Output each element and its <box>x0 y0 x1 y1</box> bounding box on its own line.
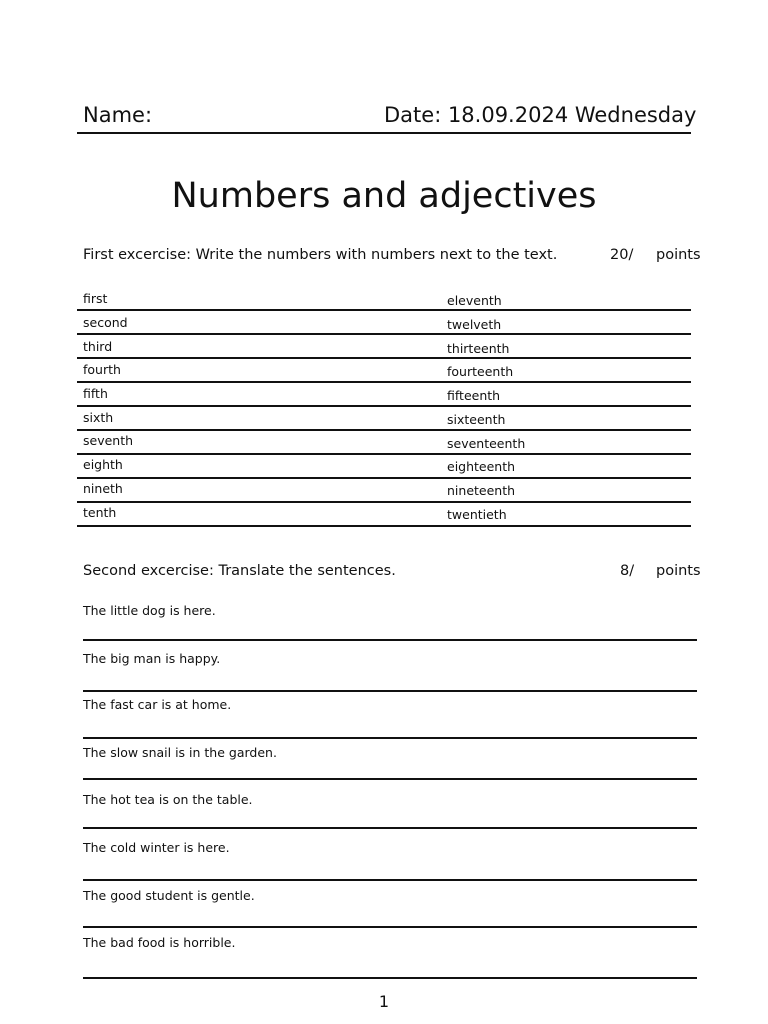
sentence-to-translate: The hot tea is on the table. <box>83 792 253 807</box>
ordinal-word: seventh <box>83 433 134 448</box>
answer-line <box>77 453 691 455</box>
ordinal-word: eleventh <box>447 293 502 308</box>
ordinal-word: eighteenth <box>447 459 516 474</box>
sentence-to-translate: The little dog is here. <box>83 603 216 618</box>
translation-line <box>83 737 697 739</box>
translation-line <box>83 690 697 692</box>
ordinal-word: thirteenth <box>447 341 510 356</box>
ordinal-word: twentieth <box>447 507 507 522</box>
date-label: Date: 18.09.2024 Wednesday <box>384 103 697 127</box>
ordinal-word: nineth <box>83 481 123 496</box>
exercise2-points-label: points <box>656 563 701 579</box>
ordinal-word: sixteenth <box>447 412 506 427</box>
ordinal-word: nineteenth <box>447 483 516 498</box>
sentence-to-translate: The fast car is at home. <box>83 697 232 712</box>
sentence-to-translate: The good student is gentle. <box>83 888 255 903</box>
answer-line <box>77 429 691 431</box>
ordinal-word: tenth <box>83 505 117 520</box>
ordinal-word: fifth <box>83 386 108 401</box>
sentence-to-translate: The bad food is horrible. <box>83 935 236 950</box>
answer-line <box>77 477 691 479</box>
exercise1-points-label: points <box>656 247 701 263</box>
translation-line <box>83 639 697 641</box>
answer-line <box>77 357 691 359</box>
answer-line <box>77 525 691 527</box>
ordinal-word: second <box>83 315 128 330</box>
ordinal-word: fourteenth <box>447 364 514 379</box>
translation-line <box>83 778 697 780</box>
ordinal-word: seventeenth <box>447 436 526 451</box>
exercise2-score: 8/ <box>620 563 635 579</box>
exercise1-instruction: First excercise: Write the numbers with numbers next to the text. <box>83 247 558 263</box>
ordinal-word: fifteenth <box>447 388 501 403</box>
sentence-to-translate: The slow snail is in the garden. <box>83 745 277 760</box>
translation-line <box>83 977 697 979</box>
name-label: Name: <box>83 103 153 127</box>
answer-line <box>77 405 691 407</box>
answer-line <box>77 309 691 311</box>
page-number: 1 <box>378 992 390 1011</box>
answer-line <box>77 381 691 383</box>
ordinal-word: twelveth <box>447 317 502 332</box>
translation-line <box>83 926 697 928</box>
header-underline <box>77 132 691 134</box>
ordinal-word: sixth <box>83 410 114 425</box>
ordinal-word: eighth <box>83 457 123 472</box>
answer-line <box>77 333 691 335</box>
answer-line <box>77 501 691 503</box>
ordinal-word: first <box>83 291 108 306</box>
sentence-to-translate: The big man is happy. <box>83 651 221 666</box>
ordinal-word: third <box>83 339 113 354</box>
translation-line <box>83 879 697 881</box>
page-title: Numbers and adjectives <box>171 176 597 216</box>
translation-line <box>83 827 697 829</box>
exercise1-score: 20/ <box>610 247 634 263</box>
exercise2-instruction: Second excercise: Translate the sentences. <box>83 563 396 579</box>
sentence-to-translate: The cold winter is here. <box>83 840 230 855</box>
ordinal-word: fourth <box>83 362 121 377</box>
